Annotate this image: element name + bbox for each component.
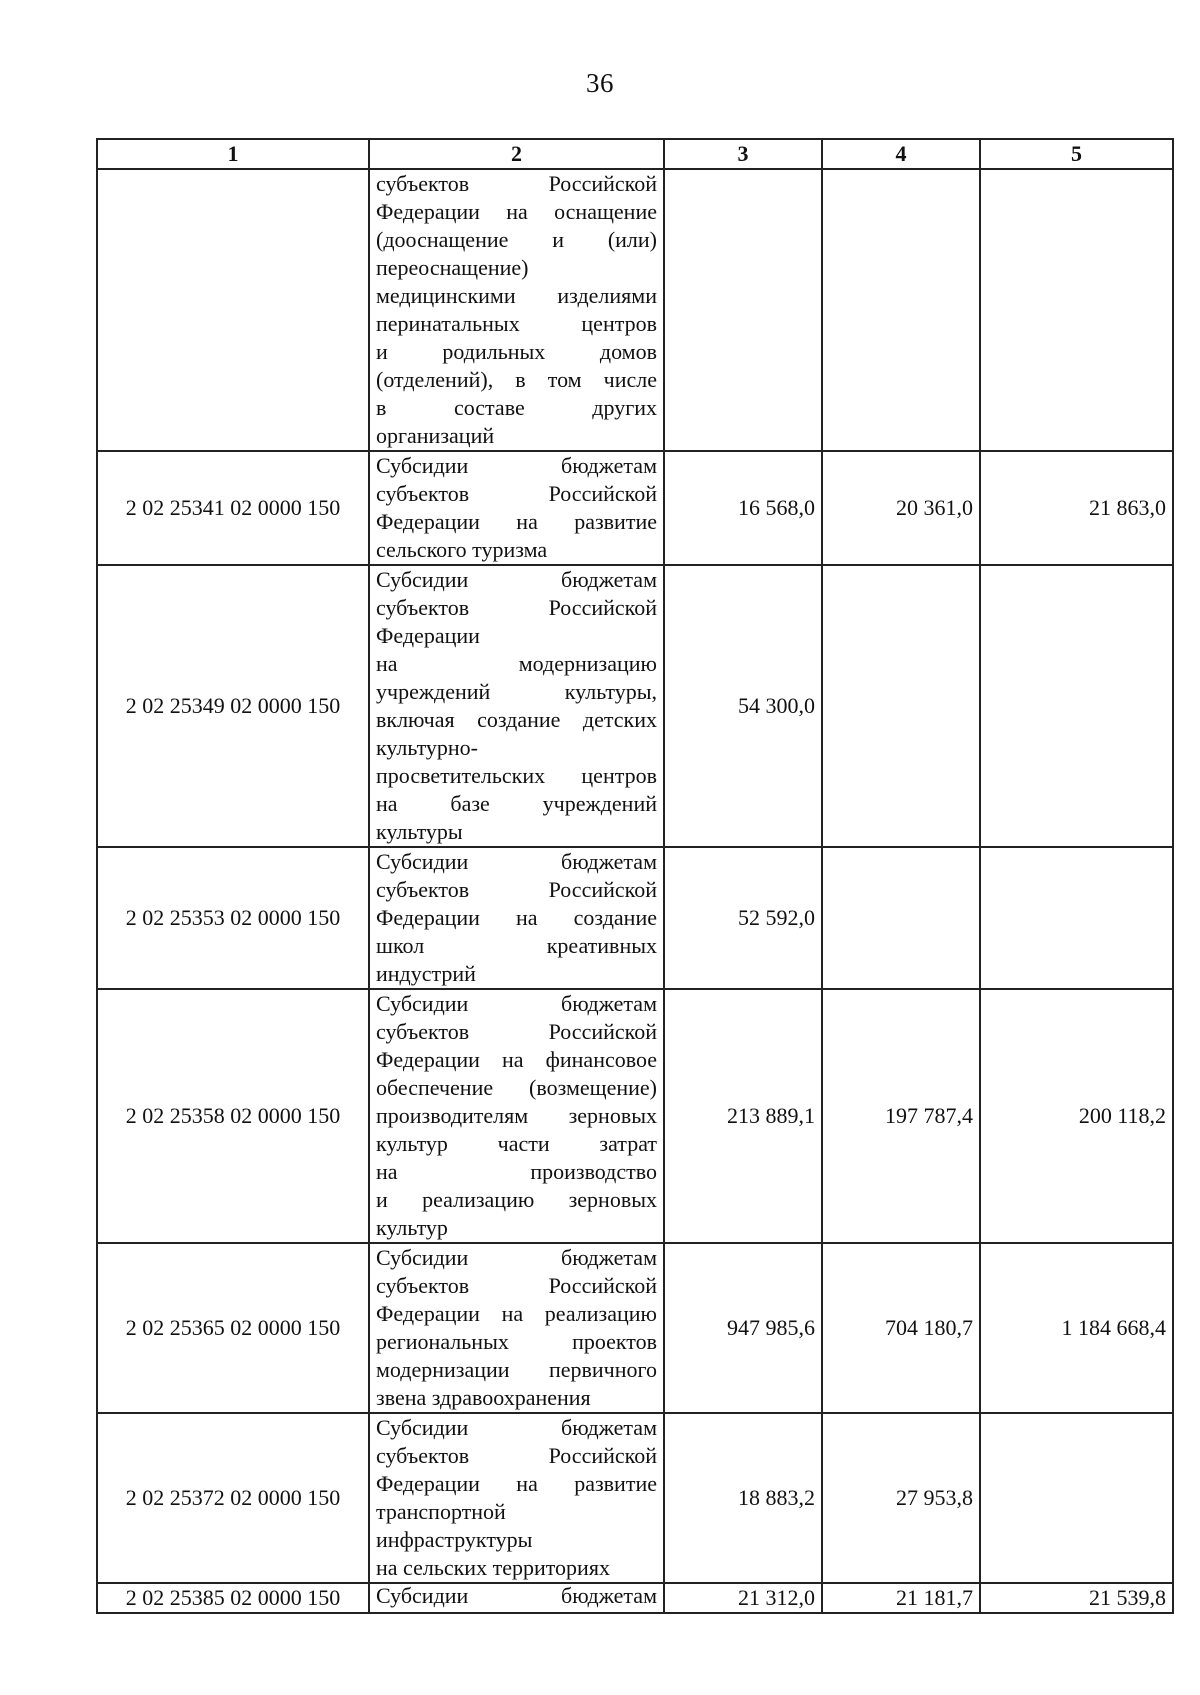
amount-cell-v3: 21 312,0 [664, 1583, 822, 1613]
description-line: субъектов Российской [376, 481, 657, 506]
table-row [97, 1413, 1173, 1583]
description-line: культурно- [376, 735, 479, 760]
description-line: Субсидии бюджетам [376, 1583, 657, 1608]
description-line: Федерации [376, 623, 480, 648]
table-row [97, 847, 1173, 989]
income-code-cell: 2 02 25372 02 0000 150 [97, 1413, 369, 1583]
description-cell [369, 1583, 664, 1613]
amount-cell-v3: 52 592,0 [664, 847, 822, 989]
amount-cell-v3: 16 568,0 [664, 451, 822, 565]
description-line: Субсидии бюджетам [376, 1415, 657, 1440]
amount-cell-v3: 54 300,0 [664, 565, 822, 847]
description-line: Федерации на развитие [376, 1471, 657, 1496]
description-line: включая создание детских [376, 707, 657, 732]
column-header: 2 [369, 139, 664, 169]
income-code-cell: 2 02 25365 02 0000 150 [97, 1243, 369, 1413]
table-row [97, 565, 1173, 847]
description-line: на производство [376, 1159, 657, 1184]
description-line: сельского туризма [376, 537, 548, 562]
description-cell [369, 1413, 664, 1583]
description-line: Федерации на создание [376, 905, 657, 930]
amount-cell-v4: 21 181,7 [822, 1583, 980, 1613]
description-line: субъектов Российской [376, 1019, 657, 1044]
description-line: звена здравоохранения [376, 1385, 591, 1410]
description-line: учреждений культуры, [376, 679, 657, 704]
table-row [97, 989, 1173, 1243]
description-cell [369, 847, 664, 989]
amount-cell-v3: 947 985,6 [664, 1243, 822, 1413]
description-line: культуры [376, 819, 463, 844]
amount-cell-v3: 18 883,2 [664, 1413, 822, 1583]
table-row [97, 1583, 1173, 1613]
description-line: (отделений), в том числе [376, 367, 657, 392]
description-line: Федерации на развитие [376, 509, 657, 534]
description-line: переоснащение) [376, 255, 529, 280]
description-line: просветительских центров [376, 763, 657, 788]
amount-cell-v5: 21 539,8 [980, 1583, 1173, 1613]
income-code-cell: 2 02 25349 02 0000 150 [97, 565, 369, 847]
column-header: 1 [97, 139, 369, 169]
column-header: 5 [980, 139, 1173, 169]
description-line: модернизации первичного [376, 1357, 657, 1382]
description-cell [369, 989, 664, 1243]
amount-cell-v4 [822, 169, 980, 451]
budget-table [96, 138, 1174, 1614]
description-cell [369, 169, 664, 451]
description-line: региональных проектов [376, 1329, 657, 1354]
column-header: 4 [822, 139, 980, 169]
amount-cell-v4: 197 787,4 [822, 989, 980, 1243]
description-line: на сельских территориях [376, 1555, 610, 1580]
amount-cell-v4: 20 361,0 [822, 451, 980, 565]
table-row [97, 1243, 1173, 1413]
table-row [97, 169, 1173, 451]
description-line: культур части затрат [376, 1131, 657, 1156]
description-cell [369, 451, 664, 565]
income-code-cell: 2 02 25358 02 0000 150 [97, 989, 369, 1243]
amount-cell-v4: 704 180,7 [822, 1243, 980, 1413]
income-code-cell: 2 02 25353 02 0000 150 [97, 847, 369, 989]
description-line: Субсидии бюджетам [376, 453, 657, 478]
page-number: 36 [586, 68, 614, 98]
description-line: Федерации на оснащение [376, 199, 657, 224]
table-row [97, 451, 1173, 565]
amount-cell-v5: 1 184 668,4 [980, 1243, 1173, 1413]
description-line: медицинскими изделиями [376, 283, 657, 308]
amount-cell-v5: 200 118,2 [980, 989, 1173, 1243]
description-line: субъектов Российской [376, 595, 657, 620]
amount-cell-v5 [980, 847, 1173, 989]
description-line: Субсидии бюджетам [376, 849, 657, 874]
description-line: Федерации на реализацию [376, 1301, 657, 1326]
description-line: и реализацию зерновых [376, 1187, 657, 1212]
description-line: Федерации на финансовое [376, 1047, 657, 1072]
column-header: 3 [664, 139, 822, 169]
description-line: индустрий [376, 961, 476, 986]
amount-cell-v3: 213 889,1 [664, 989, 822, 1243]
description-line: производителям зерновых [376, 1103, 657, 1128]
amount-cell-v5: 21 863,0 [980, 451, 1173, 565]
description-line: Субсидии бюджетам [376, 1245, 657, 1270]
description-line: субъектов Российской [376, 877, 657, 902]
income-code-cell [97, 169, 369, 451]
description-line: школ креативных [376, 933, 657, 958]
description-line: на базе учреждений [376, 791, 657, 816]
description-line: Субсидии бюджетам [376, 991, 657, 1016]
table-header-row [97, 139, 1173, 169]
description-line: транспортной [376, 1499, 506, 1524]
description-line: и родильных домов [376, 339, 657, 364]
description-line: организаций [376, 423, 495, 448]
description-line: Субсидии бюджетам [376, 567, 657, 592]
description-cell [369, 565, 664, 847]
description-line: в составе других [376, 395, 657, 420]
amount-cell-v5 [980, 169, 1173, 451]
income-code-cell: 2 02 25385 02 0000 150 [97, 1583, 369, 1613]
amount-cell-v4 [822, 847, 980, 989]
description-line: субъектов Российской [376, 171, 657, 196]
description-line: обеспечение (возмещение) [376, 1075, 657, 1100]
amount-cell-v4: 27 953,8 [822, 1413, 980, 1583]
description-line: субъектов Российской [376, 1273, 657, 1298]
amount-cell-v5 [980, 565, 1173, 847]
description-line: культур [376, 1215, 448, 1240]
amount-cell-v5 [980, 1413, 1173, 1583]
description-line: перинатальных центров [376, 311, 657, 336]
description-line: (дооснащение и (или) [376, 227, 657, 252]
amount-cell-v4 [822, 565, 980, 847]
description-line: инфраструктуры [376, 1527, 533, 1552]
amount-cell-v3 [664, 169, 822, 451]
income-code-cell: 2 02 25341 02 0000 150 [97, 451, 369, 565]
description-line: субъектов Российской [376, 1443, 657, 1468]
description-cell [369, 1243, 664, 1413]
description-line: на модернизацию [376, 651, 657, 676]
